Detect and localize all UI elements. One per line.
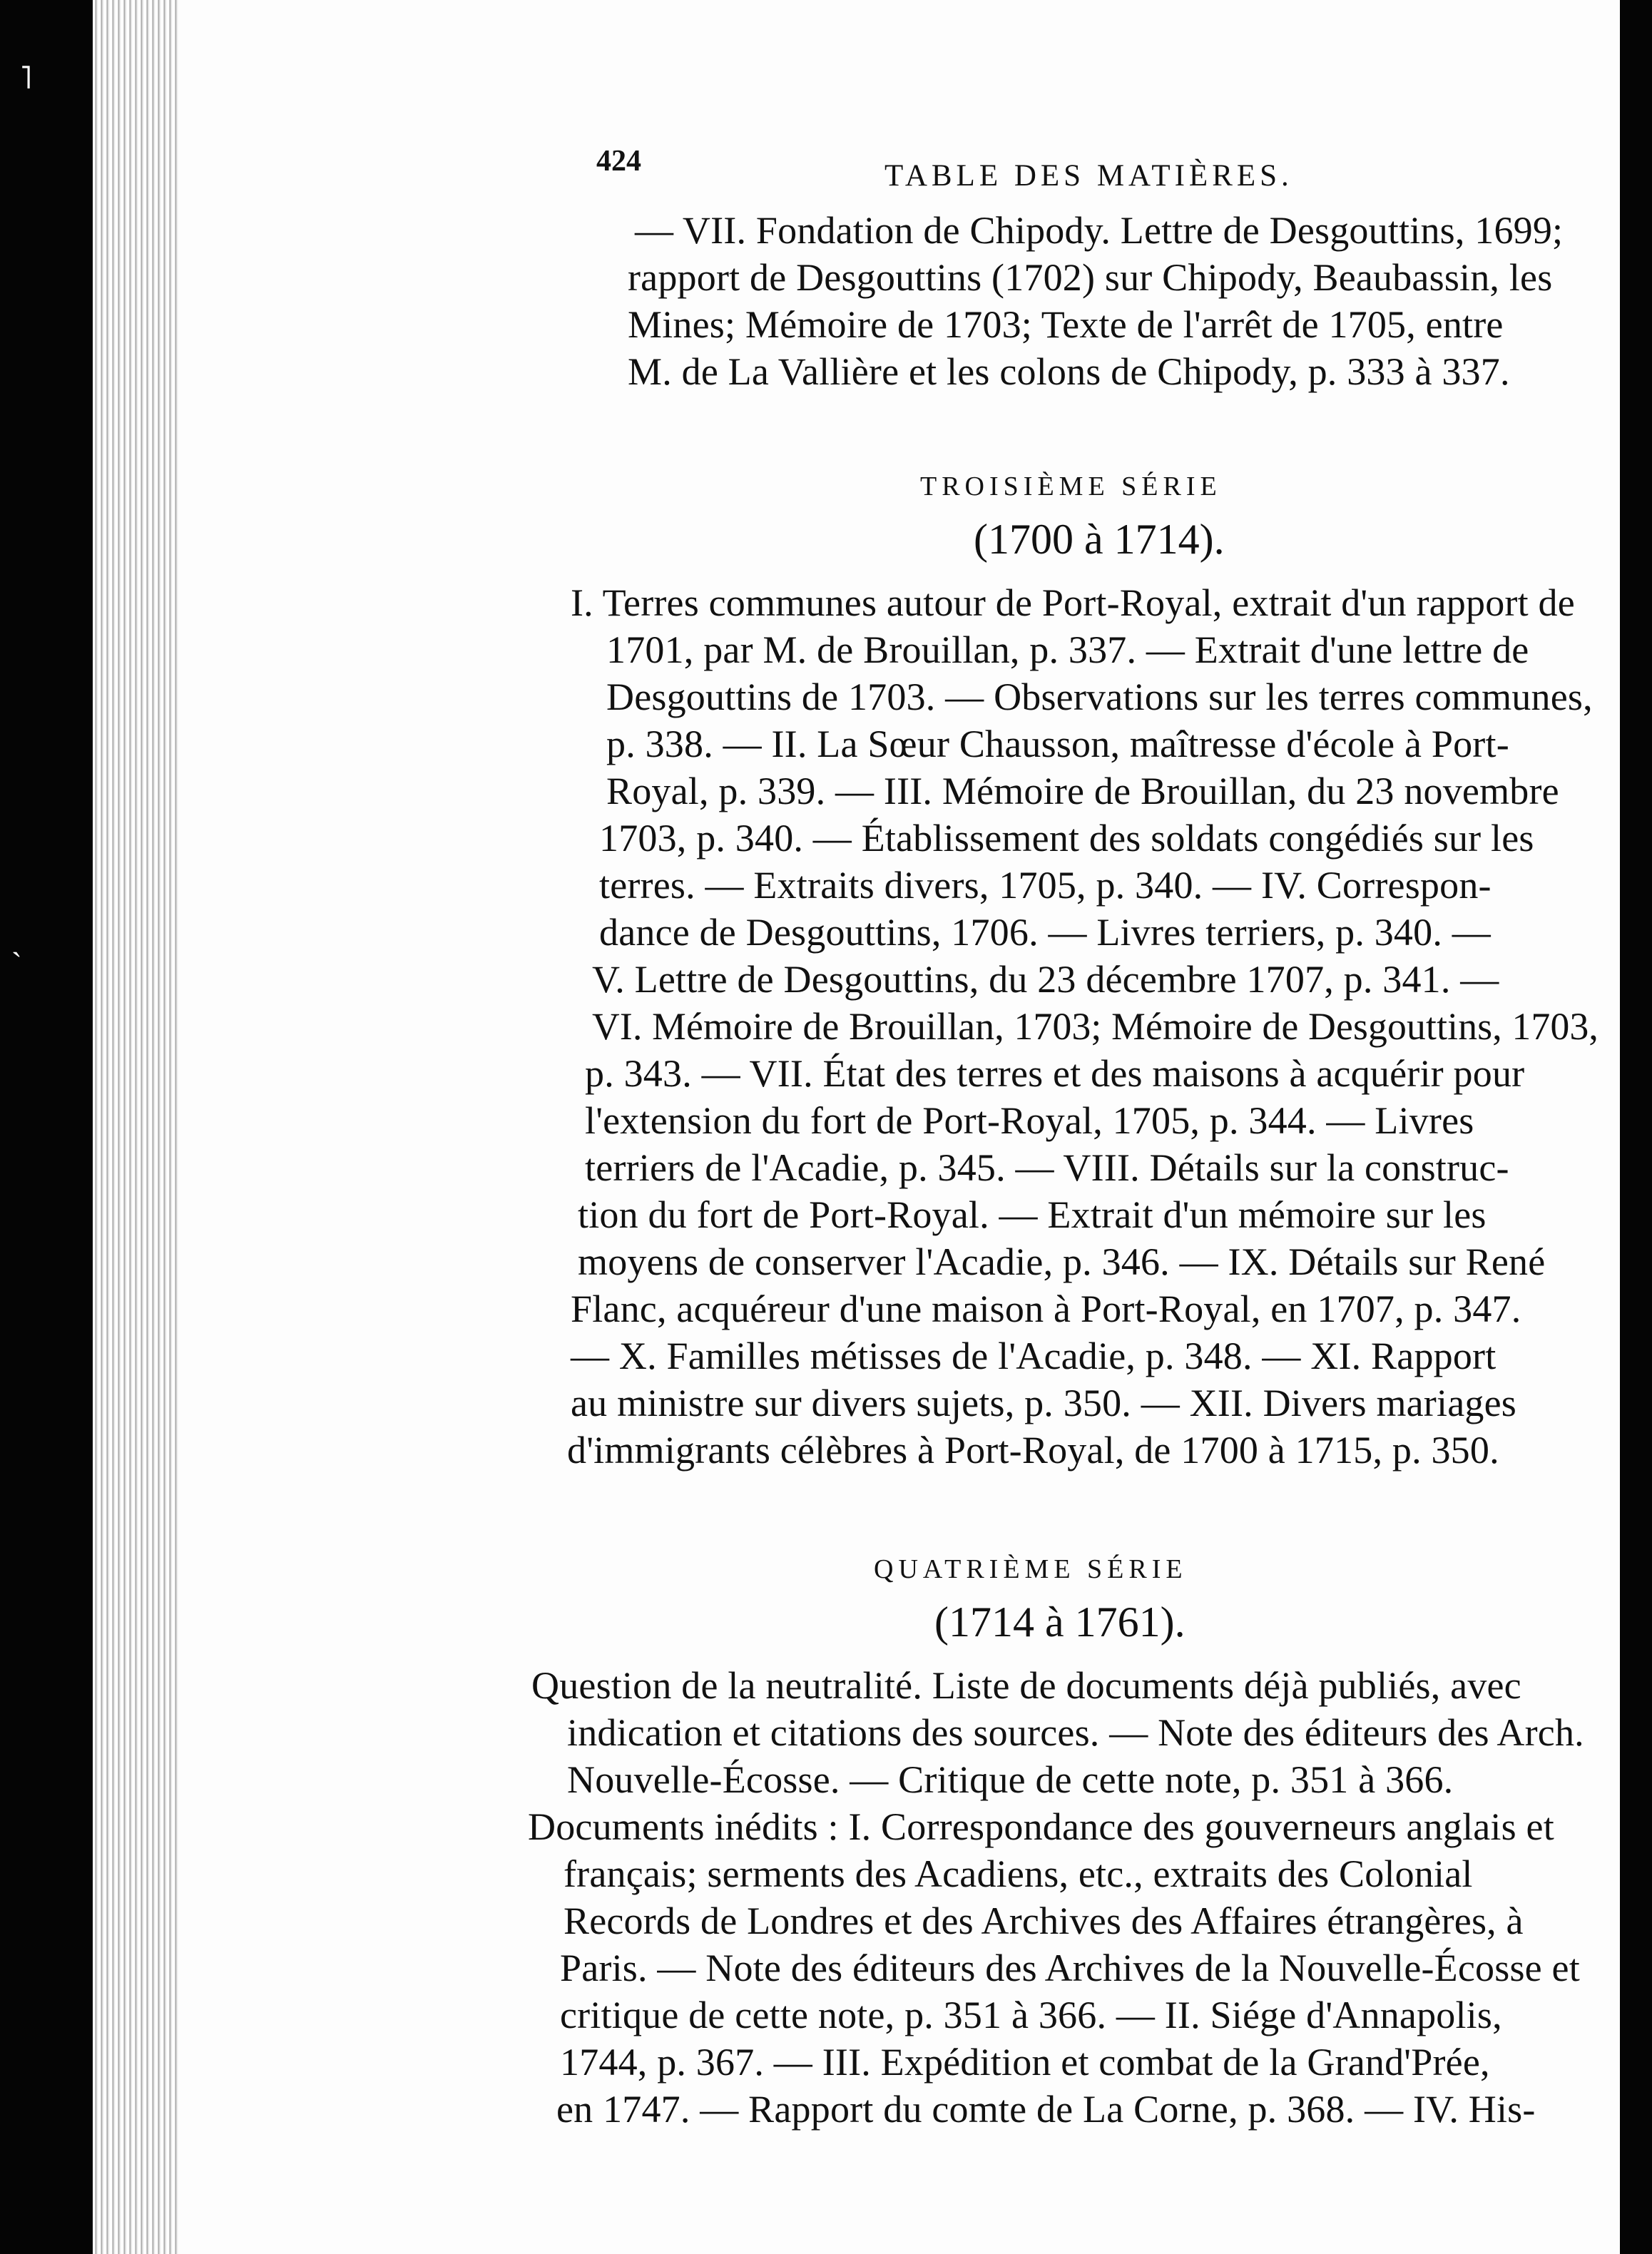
book-page-edges	[93, 0, 178, 2254]
text-line: p. 338. — II. La Sœur Chausson, maîtresse d'école à Port-	[606, 723, 1509, 765]
text-line: l'extension du fort de Port-Royal, 1705, p. 344. — Livres	[585, 1099, 1474, 1142]
book-page	[178, 0, 1620, 2254]
text-line: en 1747. — Rapport du comte de La Corne, p. 368. — IV. His-	[556, 2088, 1536, 2131]
text-line: Royal, p. 339. — III. Mémoire de Brouillan, du 23 novembre	[606, 770, 1559, 812]
text-line: M. de La Vallière et les colons de Chipody, p. 333 à 337.	[628, 350, 1510, 393]
text-line: — X. Familles métisses de l'Acadie, p. 348. — XI. Rapport	[571, 1335, 1497, 1377]
text-line: Documents inédits : I. Correspondance des gouverneurs anglais et	[528, 1805, 1554, 1848]
scan-margin-mark: ˴	[11, 932, 22, 967]
running-title: TABLE DES MATIÈRES.	[884, 159, 1293, 193]
series-range: (1714 à 1761).	[934, 1598, 1186, 1646]
text-line: Paris. — Note des éditeurs des Archives de la Nouvelle-Écosse et	[560, 1947, 1580, 1989]
text-line: français; serments des Acadiens, etc., extraits des Colonial	[564, 1852, 1473, 1895]
text-line: I. Terres communes autour de Port-Royal, extrait d'un rapport de	[571, 581, 1575, 624]
text-line: dance de Desgouttins, 1706. — Livres terriers, p. 340. —	[599, 911, 1491, 954]
scan-right-margin	[1620, 0, 1652, 2254]
scan-margin-mark: ˥	[20, 61, 32, 96]
text-line: p. 343. — VII. État des terres et des maisons à acquérir pour	[585, 1052, 1525, 1095]
text-line: Desgouttins de 1703. — Observations sur les terres communes,	[606, 675, 1593, 718]
text-line: terriers de l'Acadie, p. 345. — VIII. Détails sur la construc-	[585, 1146, 1509, 1189]
series-title: QUATRIÈME SÉRIE	[874, 1554, 1188, 1584]
text-line: V. Lettre de Desgouttins, du 23 décembre 1707, p. 341. —	[592, 958, 1499, 1001]
page-number: 424	[596, 145, 641, 178]
text-line: d'immigrants célèbres à Port-Royal, de 1700 à 1715, p. 350.	[567, 1429, 1499, 1472]
text-line: Records de Londres et des Archives des Affaires étrangères, à	[564, 1899, 1524, 1942]
series-title: TROISIÈME SÉRIE	[920, 471, 1222, 501]
text-line: rapport de Desgouttins (1702) sur Chipody, Beaubassin, les	[628, 256, 1553, 299]
text-line: — VII. Fondation de Chipody. Lettre de Desgouttins, 1699;	[635, 209, 1564, 252]
text-line: VI. Mémoire de Brouillan, 1703; Mémoire de Desgouttins, 1703,	[592, 1005, 1599, 1048]
text-line: indication et citations des sources. — Note des éditeurs des Arch.	[567, 1711, 1584, 1754]
text-line: tion du fort de Port-Royal. — Extrait d'un mémoire sur les	[578, 1193, 1487, 1236]
text-line: Flanc, acquéreur d'une maison à Port-Royal, en 1707, p. 347.	[571, 1287, 1521, 1330]
text-line: moyens de conserver l'Acadie, p. 346. — IX. Détails sur René	[578, 1240, 1546, 1283]
text-line: au ministre sur divers sujets, p. 350. — XII. Divers mariages	[571, 1382, 1516, 1424]
text-line: critique de cette note, p. 351 à 366. — II. Siége d'Annapolis,	[560, 1994, 1502, 2036]
series-range: (1700 à 1714).	[974, 516, 1225, 563]
text-line: Question de la neutralité. Liste de documents déjà publiés, avec	[531, 1664, 1521, 1707]
scan-left-margin	[0, 0, 93, 2254]
text-line: Nouvelle-Écosse. — Critique de cette note, p. 351 à 366.	[567, 1758, 1454, 1801]
text-line: 1744, p. 367. — III. Expédition et combat de la Grand'Prée,	[560, 2041, 1490, 2084]
text-line: terres. — Extraits divers, 1705, p. 340. — IV. Correspon-	[599, 864, 1492, 907]
text-line: Mines; Mémoire de 1703; Texte de l'arrêt de 1705, entre	[628, 303, 1504, 346]
text-line: 1701, par M. de Brouillan, p. 337. — Extrait d'une lettre de	[606, 628, 1529, 671]
text-line: 1703, p. 340. — Établissement des soldats congédiés sur les	[599, 817, 1534, 860]
